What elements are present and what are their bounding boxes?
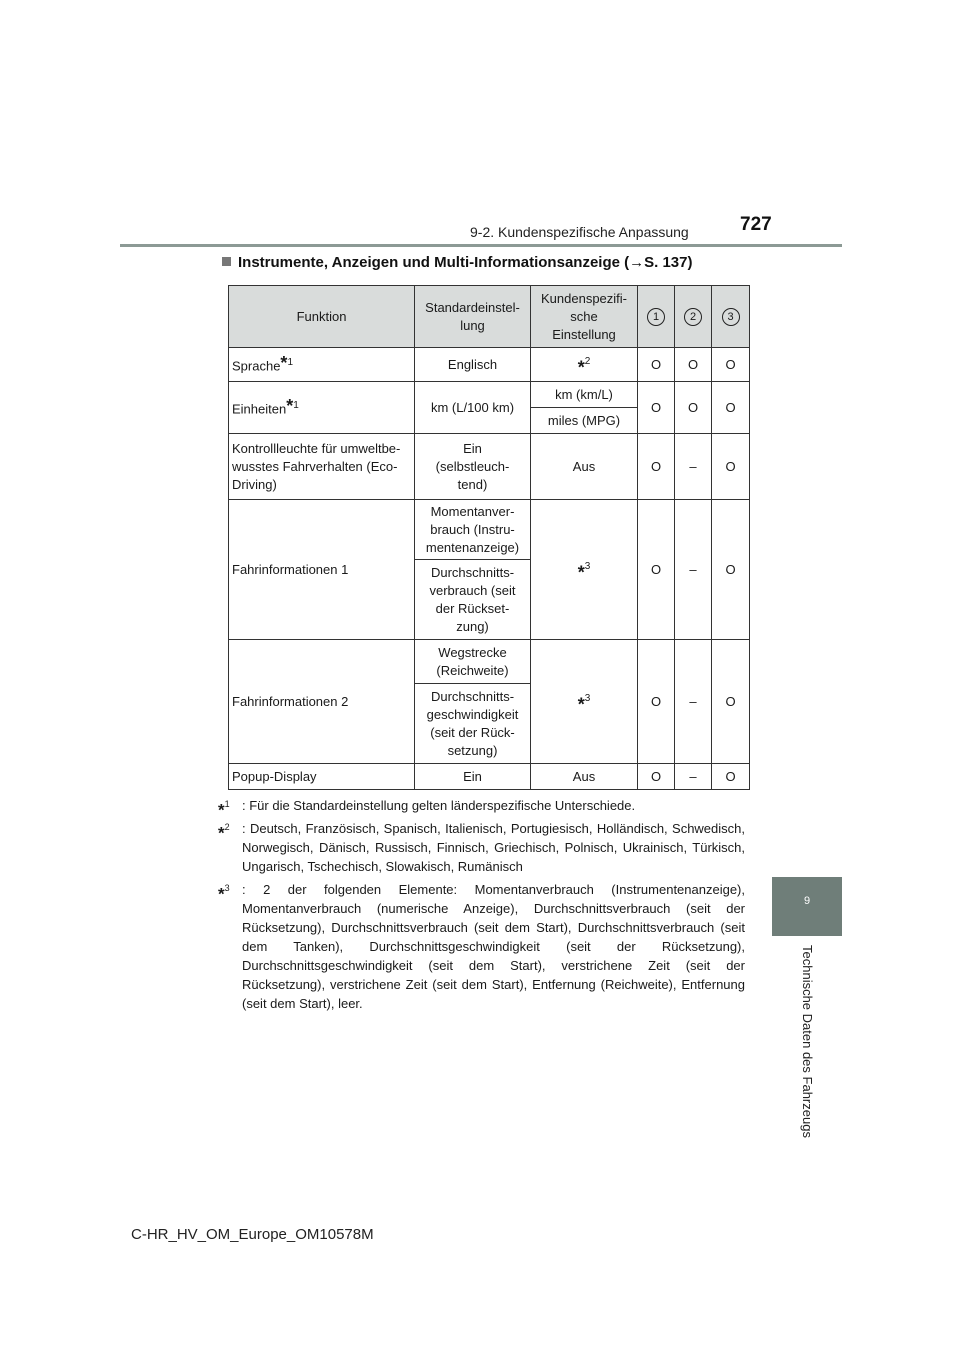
cell-c1: O [638, 640, 675, 764]
footnote-2 [218, 819, 745, 876]
cell-c1: O [638, 500, 675, 640]
footnote-marker: *$^2$ [218, 822, 230, 843]
cell-c1: O [638, 434, 675, 500]
cell-default: Momentanver- brauch (Instru- mentenanzeige) [415, 500, 531, 560]
cell-default: Ein (selbstleuch- tend) [415, 434, 531, 500]
heading-ref[interactable]: S. 137) [644, 254, 693, 271]
function-label: Sprache [232, 358, 281, 374]
cell-c1: O [638, 382, 675, 434]
circled-3-icon: 3 [722, 308, 740, 326]
cell-default: Wegstrecke (Reichweite) [415, 640, 531, 684]
chapter-tab: 9 [772, 877, 842, 936]
cell-default: km (L/100 km) [415, 382, 531, 434]
footnote-1 [218, 796, 745, 820]
cell-custom: *$^3$ [531, 640, 638, 764]
header-col-2 [675, 286, 712, 348]
cell-function [229, 348, 415, 382]
cell-c2: O [675, 348, 712, 382]
cell-c3: O [712, 640, 750, 764]
footnote-3 [218, 880, 745, 1013]
table-row [229, 500, 750, 560]
cell-c2: – [675, 764, 712, 790]
footnote-text: : Für die Standardeinstellung gelten länderspezifische Unterschiede. [242, 798, 636, 813]
cell-c1: O [638, 348, 675, 382]
cell-default: Englisch [415, 348, 531, 382]
cell-default: Durchschnitts- geschwindigkeit (seit der Rück- setzung) [415, 684, 531, 764]
header-custom: Kundenspezifi- sche Einstellung [531, 286, 638, 348]
cell-custom: *$^2$ [531, 348, 638, 382]
cell-function: Fahrinformationen 2 [229, 640, 415, 764]
table-header-row [229, 286, 750, 348]
arrow-icon: → [629, 254, 645, 271]
footnote-text: : Deutsch, Französisch, Spanisch, Italienisch, Portugiesisch, Holländisch, Schwedisch, Norwegisch, Dänisch, Russisch, Finnisch, Griechisch, Polnisch, Ukrainisch, Türkisch, Ungarisch, Tschechisch, Slowakisch, Rumänisch [242, 821, 745, 874]
footnote-ref: *1 [286, 395, 299, 416]
cell-c2: – [675, 500, 712, 640]
cell-c3: O [712, 500, 750, 640]
cell-c3: O [712, 382, 750, 434]
document-code: C-HR_HV_OM_Europe_OM10578M [131, 1226, 374, 1243]
section-heading [222, 254, 693, 271]
page-number: 727 [740, 214, 772, 235]
header-default: Standardeinstel- lung [415, 286, 531, 348]
header-col-1 [638, 286, 675, 348]
cell-function: Fahrinformationen 1 [229, 500, 415, 640]
heading-text: Instrumente, Anzeigen und Multi-Informationsanzeige ( [238, 254, 630, 271]
header-divider [120, 244, 842, 247]
table-row [229, 434, 750, 500]
chapter-title-text: Technische Daten des Fahrzeugs [800, 945, 815, 1138]
cell-c2: – [675, 434, 712, 500]
function-label: Einheiten [232, 401, 287, 417]
cell-custom: *$^3$ [531, 500, 638, 640]
cell-default: Ein [415, 764, 531, 790]
footnotes [218, 796, 745, 1017]
circled-2-icon: 2 [684, 308, 702, 326]
running-header: 9-2. Kundenspezifische Anpassung [470, 224, 689, 240]
header-function: Funktion [229, 286, 415, 348]
cell-c1: O [638, 764, 675, 790]
settings-table [228, 285, 750, 790]
square-bullet-icon [222, 257, 231, 266]
cell-default: Durchschnitts- verbrauch (seit der Rückset- zung) [415, 560, 531, 640]
footnote-text: : 2 der folgenden Elemente: Momentanverbrauch (Instrumentenanzeige), Momentanverbrauch (numerische Anzeige), Durchschnittsverbrauch (seit der Rücksetzung), Durchschnittsverbrauch (seit dem Start), Durchschnittsverbrauch (seit dem Tanken), Durchschnittsgeschwindigkeit (seit der Rücksetzung), Durchschnittsgeschwindigkeit (seit dem Start), verstrichene Zeit (seit der Rücksetzung), verstrichene Zeit (seit dem Start), Entfernung (Reichweite), Entfernung (seit dem Start), leer. [242, 882, 745, 1011]
table-row [229, 640, 750, 684]
cell-function [229, 382, 415, 434]
footnote-ref: *1 [280, 352, 293, 373]
table-row [229, 382, 750, 408]
header-col-3 [712, 286, 750, 348]
cell-c3: O [712, 434, 750, 500]
cell-custom: Aus [531, 764, 638, 790]
cell-c2: O [675, 382, 712, 434]
footnote-marker: *$^1$ [218, 799, 230, 820]
cell-function: Kontrollleuchte für umweltbe- wusstes Fahrverhalten (Eco- Driving) [229, 434, 415, 500]
cell-c3: O [712, 348, 750, 382]
table-row [229, 764, 750, 790]
cell-c3: O [712, 764, 750, 790]
cell-function: Popup-Display [229, 764, 415, 790]
circled-1-icon: 1 [647, 308, 665, 326]
cell-c2: – [675, 640, 712, 764]
cell-custom: miles (MPG) [531, 408, 638, 434]
cell-custom: Aus [531, 434, 638, 500]
table-row [229, 348, 750, 382]
footnote-marker: *$^3$ [218, 883, 230, 904]
cell-custom: km (km/L) [531, 382, 638, 408]
